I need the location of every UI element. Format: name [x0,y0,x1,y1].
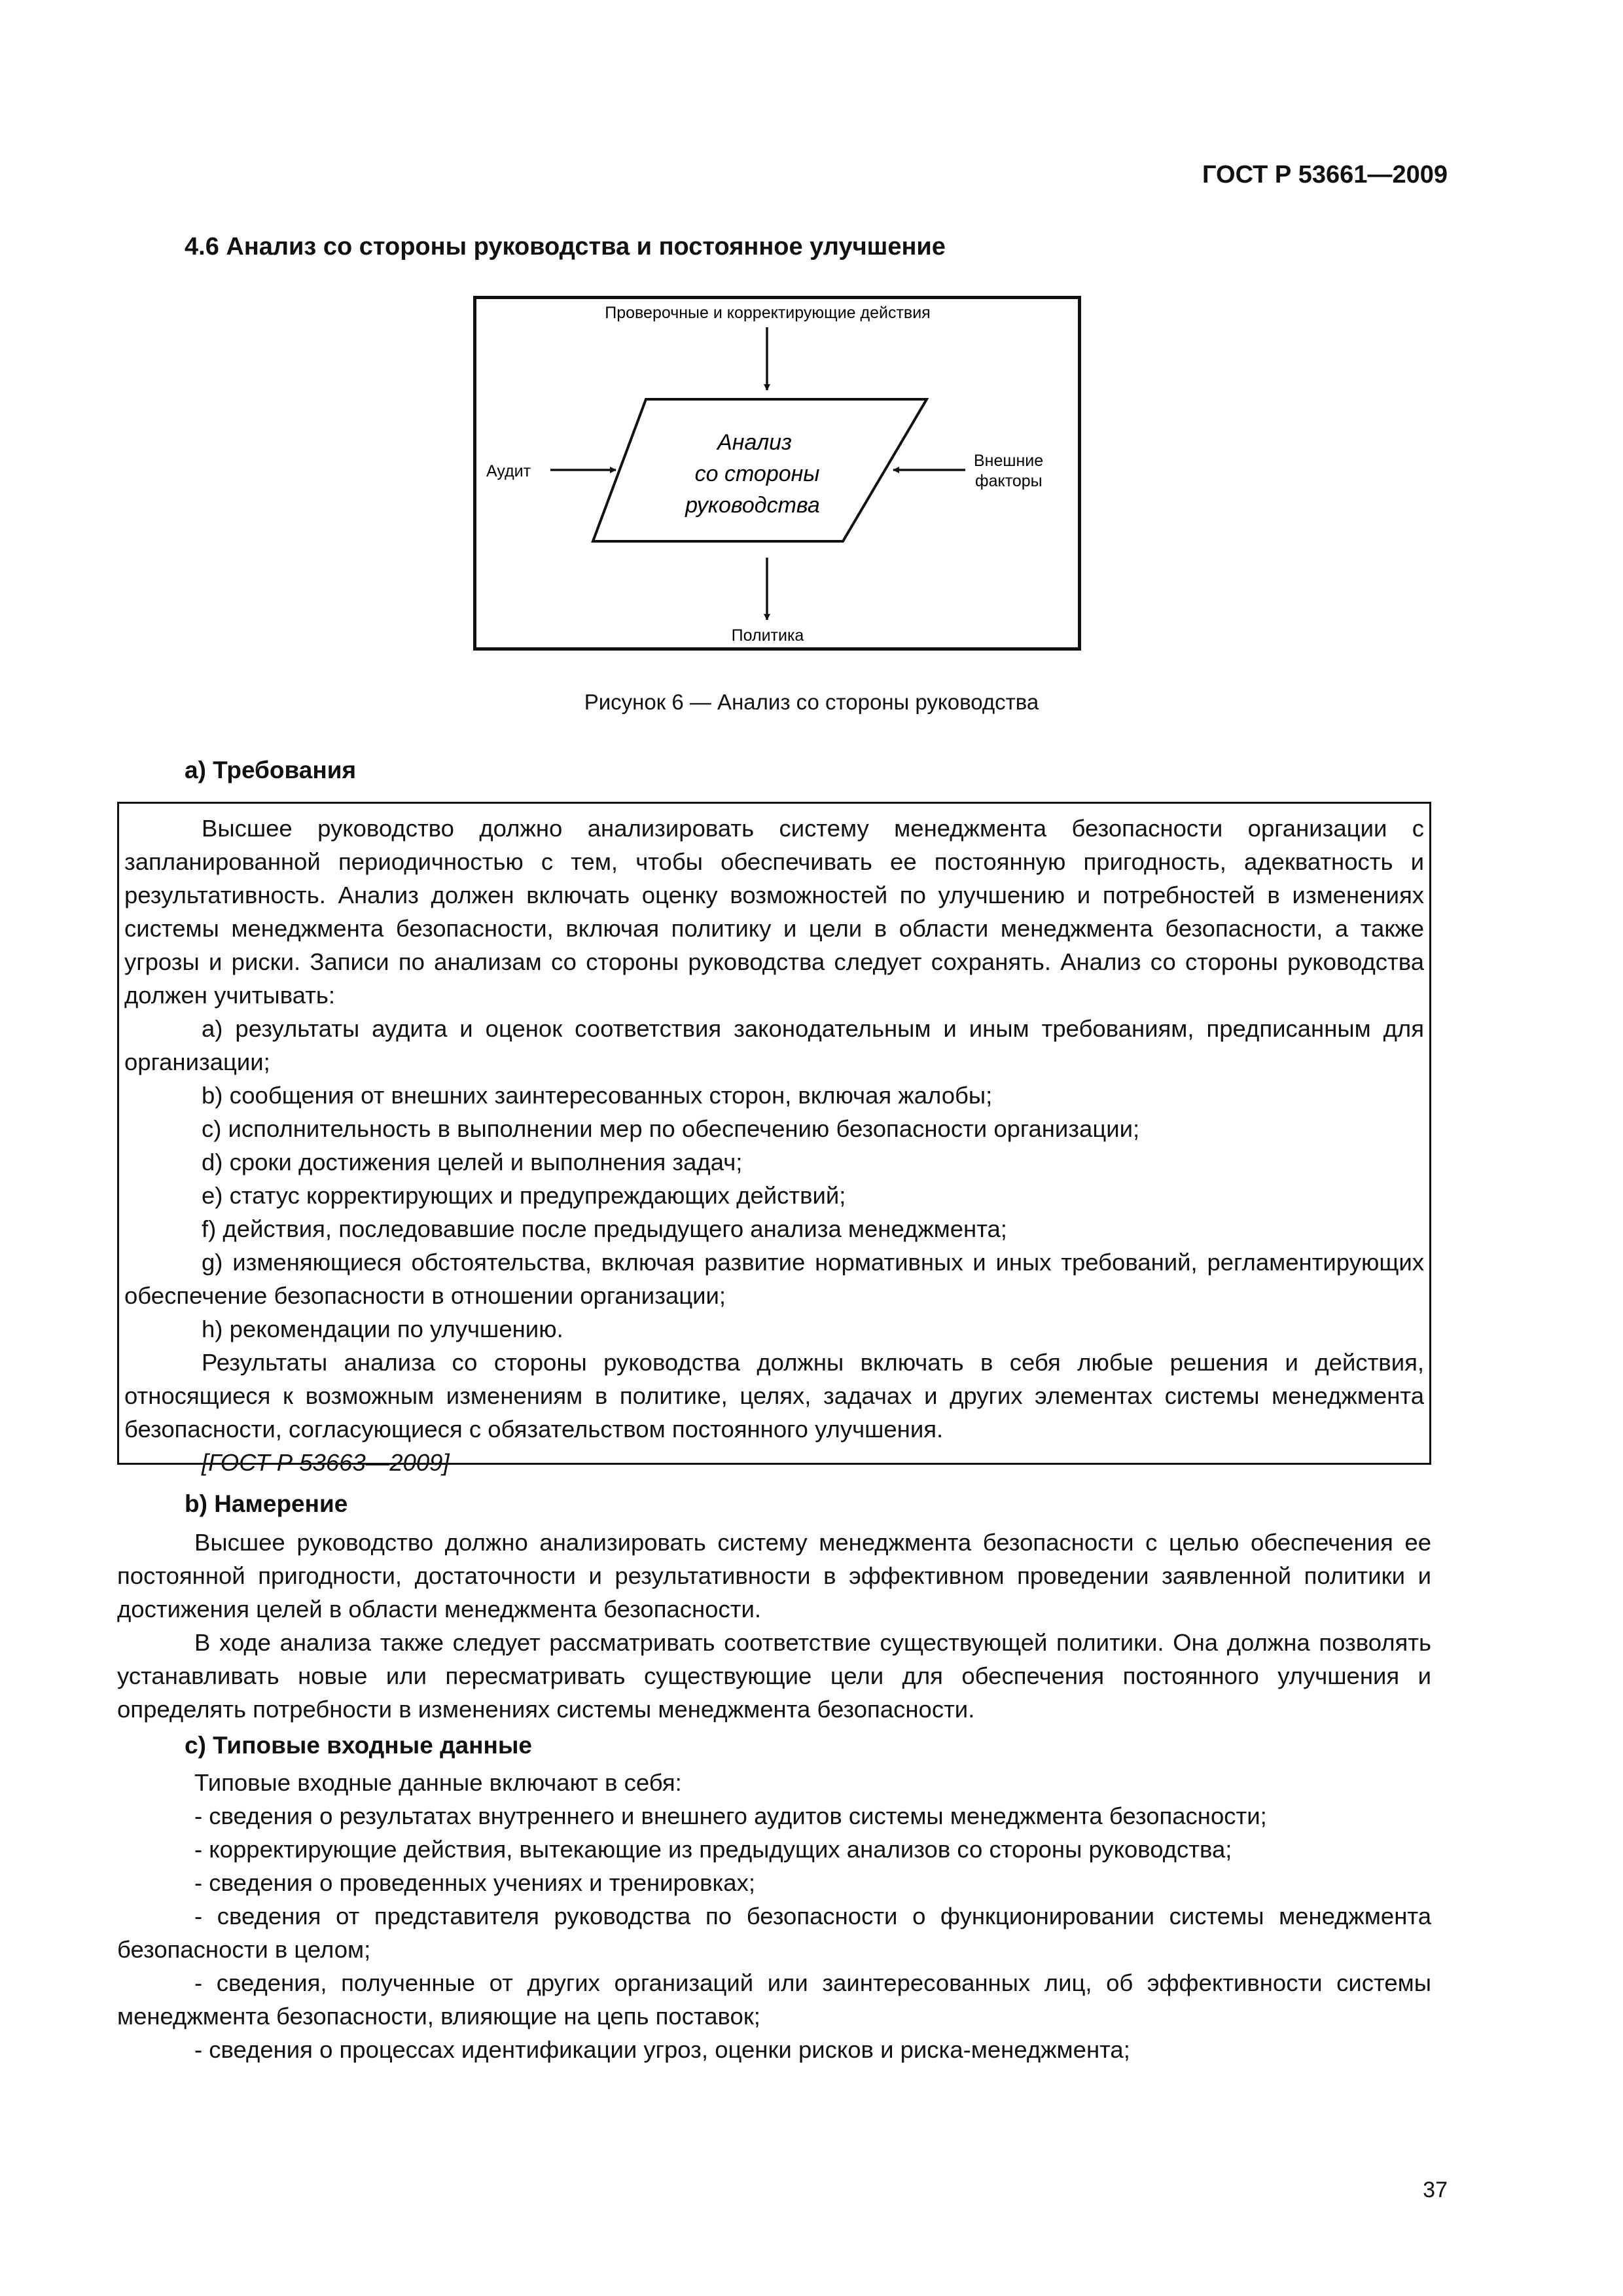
requirements-box [117,802,1431,1476]
requirement-item-b: b) сообщения от внешних заинтересованных сторон, включая жалобы; [202,1082,993,1109]
requirements-heading: a) Требования [185,757,357,783]
requirement-item-a: a) результаты аудита и оценок соответствия законодательным и иным требованиям, предписанным для организации; [124,1015,1424,1075]
requirements-reference: [ГОСТ Р 53663—2009] [202,1449,450,1476]
intent-paragraph-2: В ходе анализа также следует рассматривать соответствие существующей политики. Она должна позволять устанавливать новые или пересматривать существующие цели для обеспечения постоянного улучшения и определять потребности в изменениях системы менеджмента безопасности. [117,1629,1431,1723]
intent-paragraph-1: Высшее руководство должно анализировать систему менеджмента безопасности с целью обеспечения ее постоянной пригодности, достаточности и результативности в эффективном проведении заявленной политики и достижения целей в области менеджмента безопасности. [117,1529,1431,1623]
intent-body [117,1526,1431,1726]
requirement-item-c: c) исполнительность в выполнении мер по обеспечению безопасности организации; [202,1115,1140,1142]
input-item: - сведения о проведенных учениях и тренировках; [194,1869,756,1896]
diagram-top-label: Проверочные и корректирующие действия [605,304,931,322]
standard-number: ГОСТ Р 53661—2009 [1202,161,1448,188]
section-title: 4.6 Анализ со стороны руководства и постоянное улучшение [185,233,946,260]
diagram-left-label: Аудит [486,462,531,480]
requirement-item-f: f) действия, последовавшие после предыдущего анализа менеджмента; [202,1215,1007,1242]
requirement-item-g: g) изменяющиеся обстоятельства, включая развитие нормативных и иных требований, регламентирующих обеспечение безопасности в отношении организации; [124,1249,1424,1309]
input-item: - сведения о результатах внутреннего и внешнего аудитов системы менеджмента безопасности; [194,1803,1267,1829]
inputs-intro: Типовые входные данные включают в себя: [194,1769,682,1796]
inputs-heading: c) Типовые входные данные [185,1732,533,1759]
requirements-intro: Высшее руководство должно анализировать систему менеджмента безопасности организации с запланированной периодичностью с тем, чтобы обеспечивать ее постоянную пригодность, адекватность и результативность. Анализ должен включать оценку возможностей по улучшению и потребностей в изменениях системы менеджмента безопасности, включая политику и цели в области менеджмента безопасности, а также угрозы и риски. Записи по анализам со стороны руководства следует сохранять. Анализ со стороны руководства должен учитывать: [124,815,1424,1009]
management-review-diagram [473,296,1081,651]
diagram-right-label-1: Внешние [974,452,1044,470]
diagram-center-line-2: со стороны [694,461,820,486]
figure-caption: Рисунок 6 — Анализ со стороны руководства [584,690,1039,714]
input-item: - сведения, полученные от других организаций или заинтересованных лиц, об эффективности системы менеджмента безопасности, влияющие на цепь поставок; [117,1969,1431,2030]
requirement-item-e: e) статус корректирующих и предупреждающих действий; [202,1182,846,1209]
diagram-bottom-label: Политика [731,626,804,645]
input-item: - корректирующие действия, вытекающие из предыдущих анализов со стороны руководства; [194,1836,1232,1863]
intent-heading: b) Намерение [185,1490,348,1517]
diagram-center-line-1: Анализ [717,430,792,455]
diagram-center-line-3: руководства [685,493,820,518]
input-item: - сведения о процессах идентификации угроз, оценки рисков и риска-менеджмента; [194,2036,1130,2063]
requirements-results: Результаты анализа со стороны руководства должны включать в себя любые решения и действия, относящиеся к возможным изменениям в политике, целях, задачах и других элементах системы менеджмента безопасности, согласующиеся с обязательством постоянного улучшения. [124,1349,1424,1443]
requirement-item-h: h) рекомендации по улучшению. [202,1316,563,1342]
page-number: 37 [1423,2178,1448,2202]
inputs-body [117,1766,1431,2066]
input-item: - сведения от представителя руководства по безопасности о функционировании системы менеджмента безопасности в целом; [117,1903,1431,1963]
diagram-right-label-2: факторы [975,472,1043,490]
requirement-item-d: d) сроки достижения целей и выполнения задач; [202,1149,743,1175]
